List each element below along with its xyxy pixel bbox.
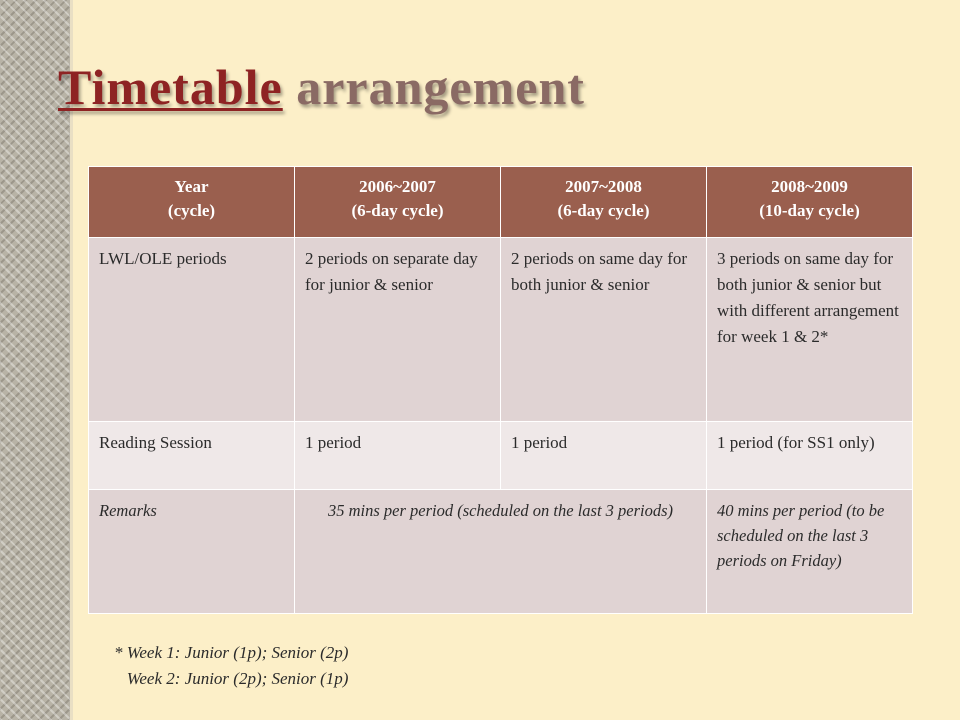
footnote-line-1: * Week 1: Junior (1p); Senior (2p) <box>114 643 349 662</box>
header-2007-2008: 2007~2008 (6-day cycle) <box>501 167 707 238</box>
table-row-remarks <box>89 490 913 614</box>
header-year: Year (cycle) <box>89 167 295 238</box>
remarks-cell-2008-2009: 40 mins per period (to be scheduled on the last 3 periods on Friday) <box>707 490 913 614</box>
footnote <box>114 640 348 692</box>
header-row <box>89 167 913 238</box>
header-2006-2007: 2006~2007 (6-day cycle) <box>295 167 501 238</box>
slide-title <box>58 58 585 116</box>
table-cell: 1 period <box>501 422 707 490</box>
title-text: arrangement <box>282 59 585 115</box>
table-row <box>89 422 913 490</box>
row-label-remarks: Remarks <box>89 490 295 614</box>
title-link[interactable]: Timetable <box>58 59 283 115</box>
table-cell: 2 periods on separate day for junior & senior <box>295 238 501 422</box>
header-2008-2009: 2008~2009 (10-day cycle) <box>707 167 913 238</box>
footnote-line-2: Week 2: Junior (2p); Senior (1p) <box>114 669 349 688</box>
table-cell: 2 periods on same day for both junior & senior <box>501 238 707 422</box>
table-cell: 1 period <box>295 422 501 490</box>
remarks-merged-cell: 35 mins per period (scheduled on the last 3 periods) <box>295 490 707 614</box>
row-label-lwl-ole: LWL/OLE periods <box>89 238 295 422</box>
row-label-reading-session: Reading Session <box>89 422 295 490</box>
table-cell: 3 periods on same day for both junior & senior but with different arrangement for week 1 & 2* <box>707 238 913 422</box>
table-cell: 1 period (for SS1 only) <box>707 422 913 490</box>
table-row <box>89 238 913 422</box>
timetable-table <box>88 166 913 614</box>
